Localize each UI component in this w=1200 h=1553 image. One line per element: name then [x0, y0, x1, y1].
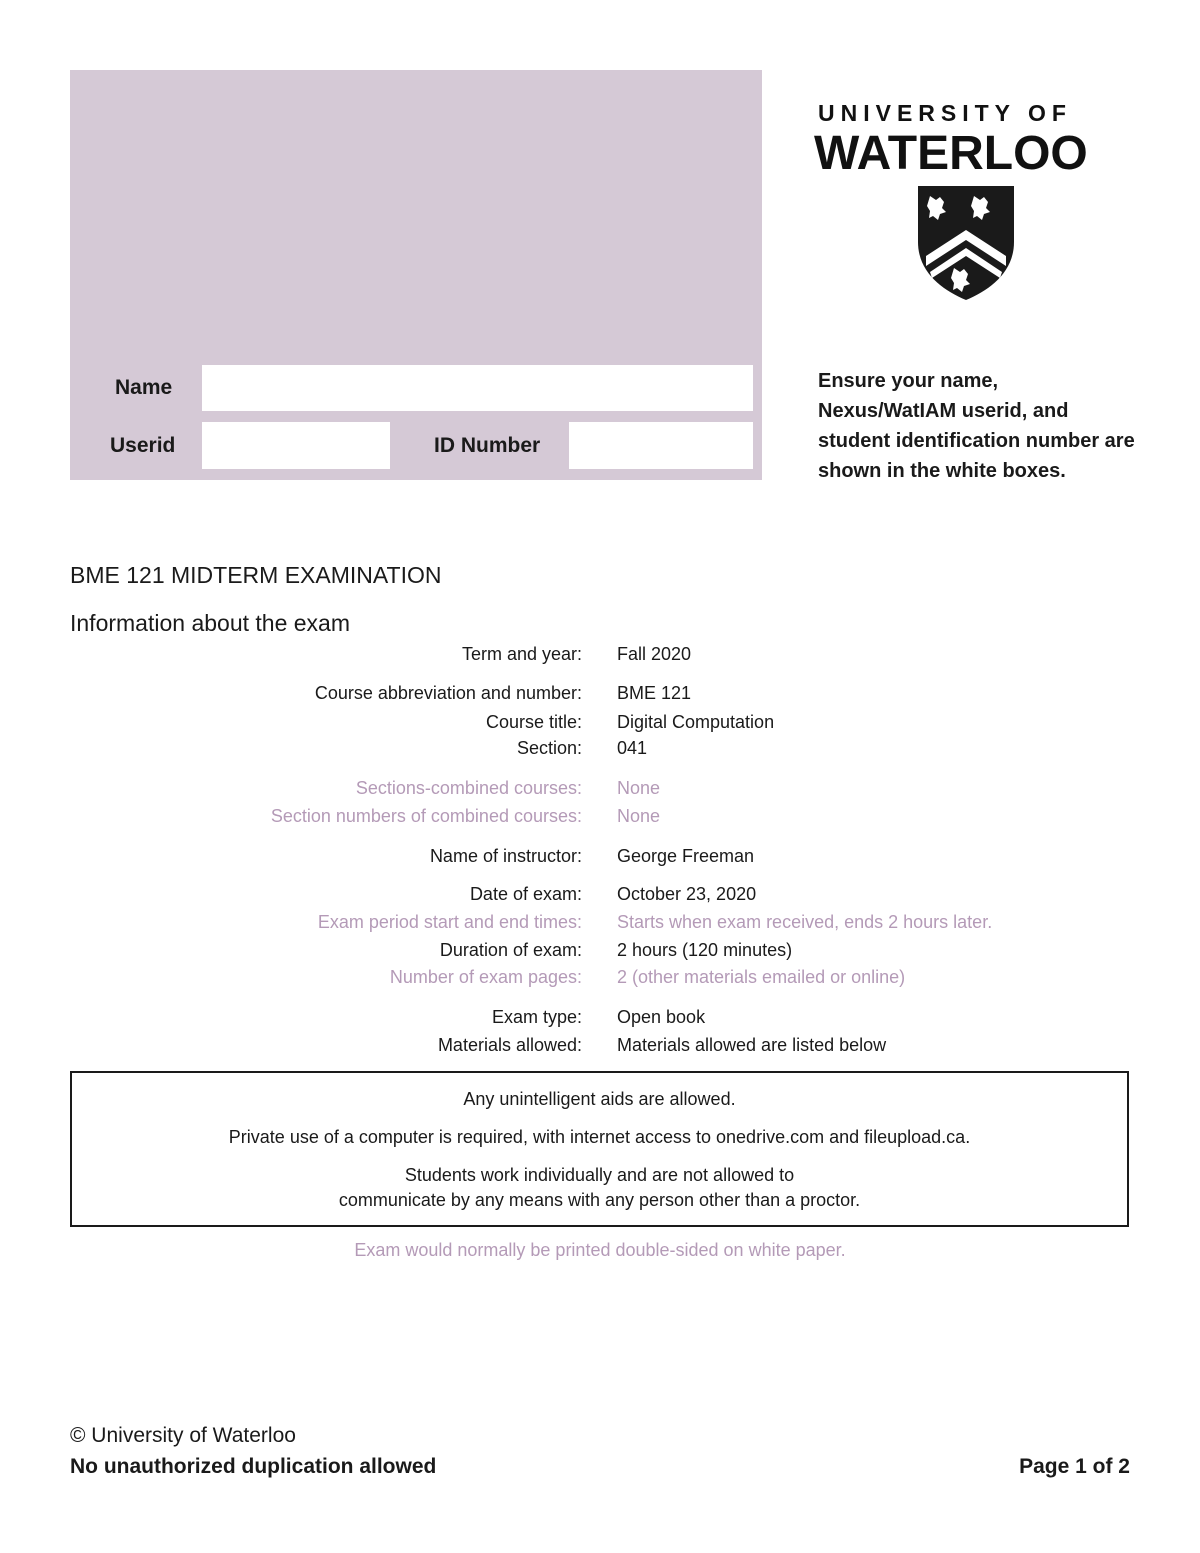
info-label: Section numbers of combined courses:: [270, 806, 582, 826]
info-label: Exam period start and end times:: [317, 912, 582, 932]
userid-label: Userid: [110, 434, 176, 457]
exam-title: BME 121 MIDTERM EXAMINATION: [70, 562, 442, 588]
info-label: Course abbreviation and number:: [314, 683, 582, 703]
university-shield-icon: [916, 184, 1016, 302]
info-value: Fall 2020: [617, 644, 692, 664]
aids-line: Students work individually and are not allowed to: [404, 1165, 795, 1185]
info-label: Exam type:: [491, 1007, 582, 1027]
info-value: BME 121: [617, 683, 692, 703]
info-label: Date of exam:: [469, 884, 582, 904]
copyright-text: © University of Waterloo: [70, 1424, 296, 1447]
id-number-label: ID Number: [434, 434, 541, 457]
info-value: Starts when exam received, ends 2 hours later.: [617, 912, 993, 932]
info-value: George Freeman: [617, 846, 755, 866]
info-label: Term and year:: [461, 644, 582, 664]
info-label: Name of instructor:: [429, 846, 582, 866]
name-label: Name: [115, 376, 173, 399]
name-field[interactable]: [202, 365, 753, 411]
logo-wordmark-main: WATERLOO: [814, 127, 1088, 180]
info-value: None: [617, 778, 661, 798]
info-value: 2 (other materials emailed or online): [617, 967, 906, 987]
info-heading: Information about the exam: [70, 610, 350, 636]
info-label: Sections-combined courses:: [355, 778, 582, 798]
info-value: October 23, 2020: [617, 884, 757, 904]
logo-wordmark-top: UNIVERSITY OF: [818, 100, 1072, 126]
allowed-aids-box: [70, 1071, 1129, 1227]
info-value: 041: [617, 738, 648, 758]
print-note: Exam would normally be printed double-sided on white paper.: [354, 1240, 846, 1260]
identification-instructions: Ensure your name, Nexus/WatIAM userid, and student identification number are shown in the white boxes.: [818, 370, 1135, 482]
aids-line: Any unintelligent aids are allowed.: [463, 1089, 736, 1109]
info-label: Materials allowed:: [437, 1035, 582, 1055]
info-value: Open book: [617, 1007, 706, 1027]
id-number-field[interactable]: [569, 422, 753, 469]
info-label: Course title:: [485, 712, 582, 732]
info-label: Number of exam pages:: [389, 967, 582, 987]
userid-field[interactable]: [202, 422, 390, 469]
page-number: Page 1 of 2: [1019, 1455, 1130, 1478]
info-value: None: [617, 806, 661, 826]
info-label: Section:: [516, 738, 582, 758]
info-value: Materials allowed are listed below: [617, 1035, 887, 1055]
student-id-panel: [70, 70, 762, 480]
aids-line: Private use of a computer is required, with internet access to onedrive.com and fileupload.ca.: [228, 1127, 971, 1147]
duplication-notice: No unauthorized duplication allowed: [70, 1455, 437, 1478]
info-label: Duration of exam:: [439, 940, 582, 960]
aids-line: communicate by any means with any person other than a proctor.: [338, 1190, 861, 1210]
info-value: Digital Computation: [617, 712, 775, 732]
info-value: 2 hours (120 minutes): [617, 940, 793, 960]
